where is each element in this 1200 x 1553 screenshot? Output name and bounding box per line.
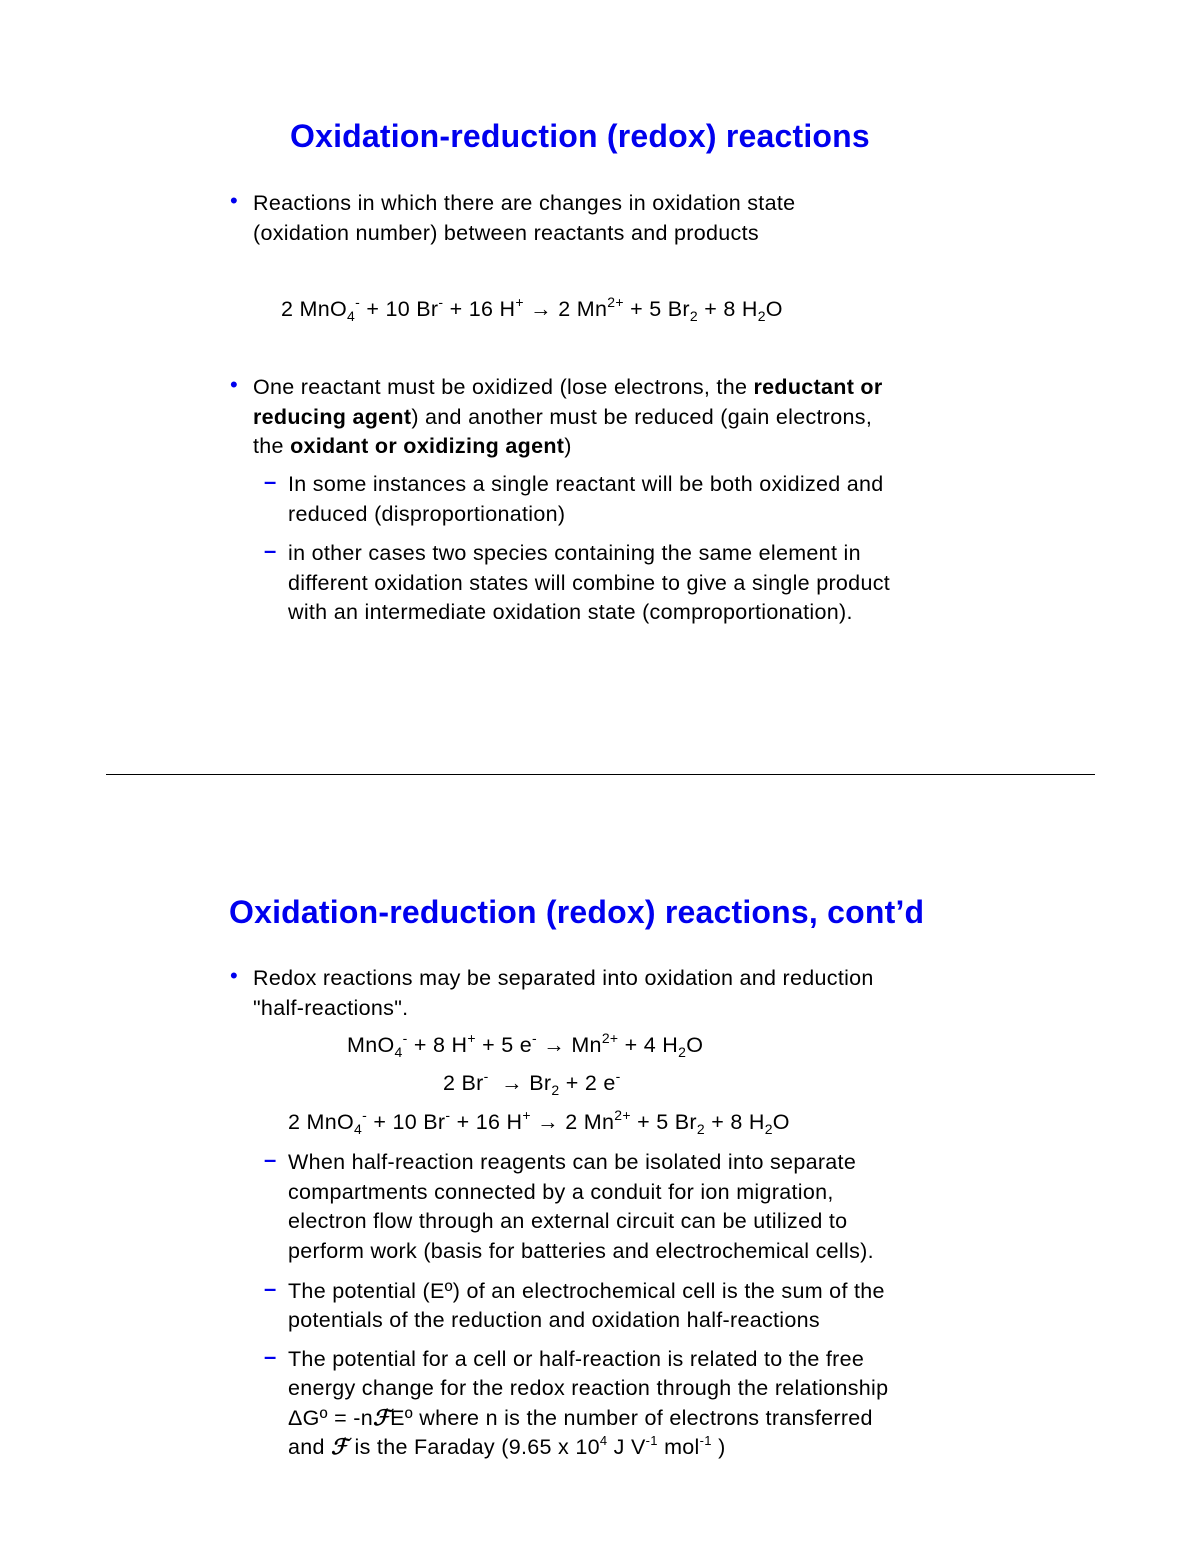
slide2-sub1-line3: electron flow through an external circuit can be utilized to	[288, 1209, 848, 1233]
dash-icon: –	[264, 1276, 277, 1301]
slide1-sub2-line3: with an intermediate oxidation state (comproportionation).	[288, 600, 853, 624]
slide1-equation: 2 MnO$_4$- + 10 Br- + 16 H+ → 2 $Mn^{2+} + 5$ $Br_2 + 8$ $H_2O$	[281, 294, 783, 324]
faraday-text: and ℱ is the Faraday (9.65 x $10^4$ J $V^{-1}$ mol$^{-1}$ )	[288, 1433, 726, 1460]
slide1-bullet2-line1: One reactant must be oxidized (lose electrons, the reductant or	[253, 375, 883, 399]
slide1-bullet2-line2: reducing agent) and another must be reduced (gain electrons,	[253, 405, 873, 429]
slide1-sub1-line2: reduced (disproportionation)	[288, 502, 566, 526]
slide2-sub3-line3	[288, 1403, 873, 1434]
slide2-half-reaction-1: MnO$_4$- + 8 H+ + 5 $e^- \to Mn^{2+} + 4$ $H_2O$	[347, 1030, 704, 1060]
slide2-half-reaction-2: 2 $Br^- \to Br_2 + 2$ e-	[443, 1068, 621, 1098]
slide2-sub1-line2: compartments connected by a conduit for ion migration,	[288, 1180, 834, 1204]
slide2-sub3-line2: energy change for the redox reaction through the relationship	[288, 1376, 889, 1400]
slide2-title: Oxidation-reduction (redox) reactions, cont’d	[229, 894, 925, 930]
bullet-icon: •	[230, 372, 238, 397]
dash-icon: –	[264, 469, 277, 494]
bullet-icon: •	[230, 963, 238, 988]
dash-icon: –	[264, 1344, 277, 1369]
slide2-sub3-line1: The potential for a cell or half-reaction is related to the free	[288, 1347, 865, 1371]
bullet-icon: •	[230, 188, 238, 213]
slide1-sub2-line1: in other cases two species containing the same element in	[288, 541, 861, 565]
slide2-bullet1-line1: Redox reactions may be separated into oxidation and reduction	[253, 966, 874, 990]
dash-icon: –	[264, 1147, 277, 1172]
relationship-text: ΔGº = -nℱEº where n is the number of electrons transferred	[288, 1406, 873, 1431]
slide2-bullet1-line2: "half-reactions".	[253, 996, 409, 1020]
slide2-sub3-line4	[288, 1432, 726, 1463]
slide2-sub2-line1: The potential (Eº) of an electrochemical cell is the sum of the	[288, 1279, 885, 1303]
slide1-bullet1-line1: Reactions in which there are changes in oxidation state	[253, 191, 796, 215]
slide1-bullet1-line2: (oxidation number) between reactants and products	[253, 221, 759, 245]
slide-divider	[106, 774, 1095, 775]
slide1-title: Oxidation-reduction (redox) reactions	[290, 118, 870, 154]
dash-icon: –	[264, 538, 277, 563]
slide2-sub1-line4: perform work (basis for batteries and electrochemical cells).	[288, 1239, 874, 1263]
slide2-sub2-line2: potentials of the reduction and oxidation half-reactions	[288, 1308, 820, 1332]
slide1-bullet2-line3: the oxidant or oxidizing agent)	[253, 434, 572, 458]
slide1-sub2-line2: different oxidation states will combine to give a single product	[288, 571, 891, 595]
slide2-sub1-line1: When half-reaction reagents can be isolated into separate	[288, 1150, 857, 1174]
slide1-sub1-line1: In some instances a single reactant will be both oxidized and	[288, 472, 884, 496]
slide2-overall-equation: 2 MnO$_4$- + 10 Br- + 16 H+ → 2 $Mn^{2+} + 5$ $Br_2 + 8$ $H_2O$	[288, 1107, 790, 1137]
